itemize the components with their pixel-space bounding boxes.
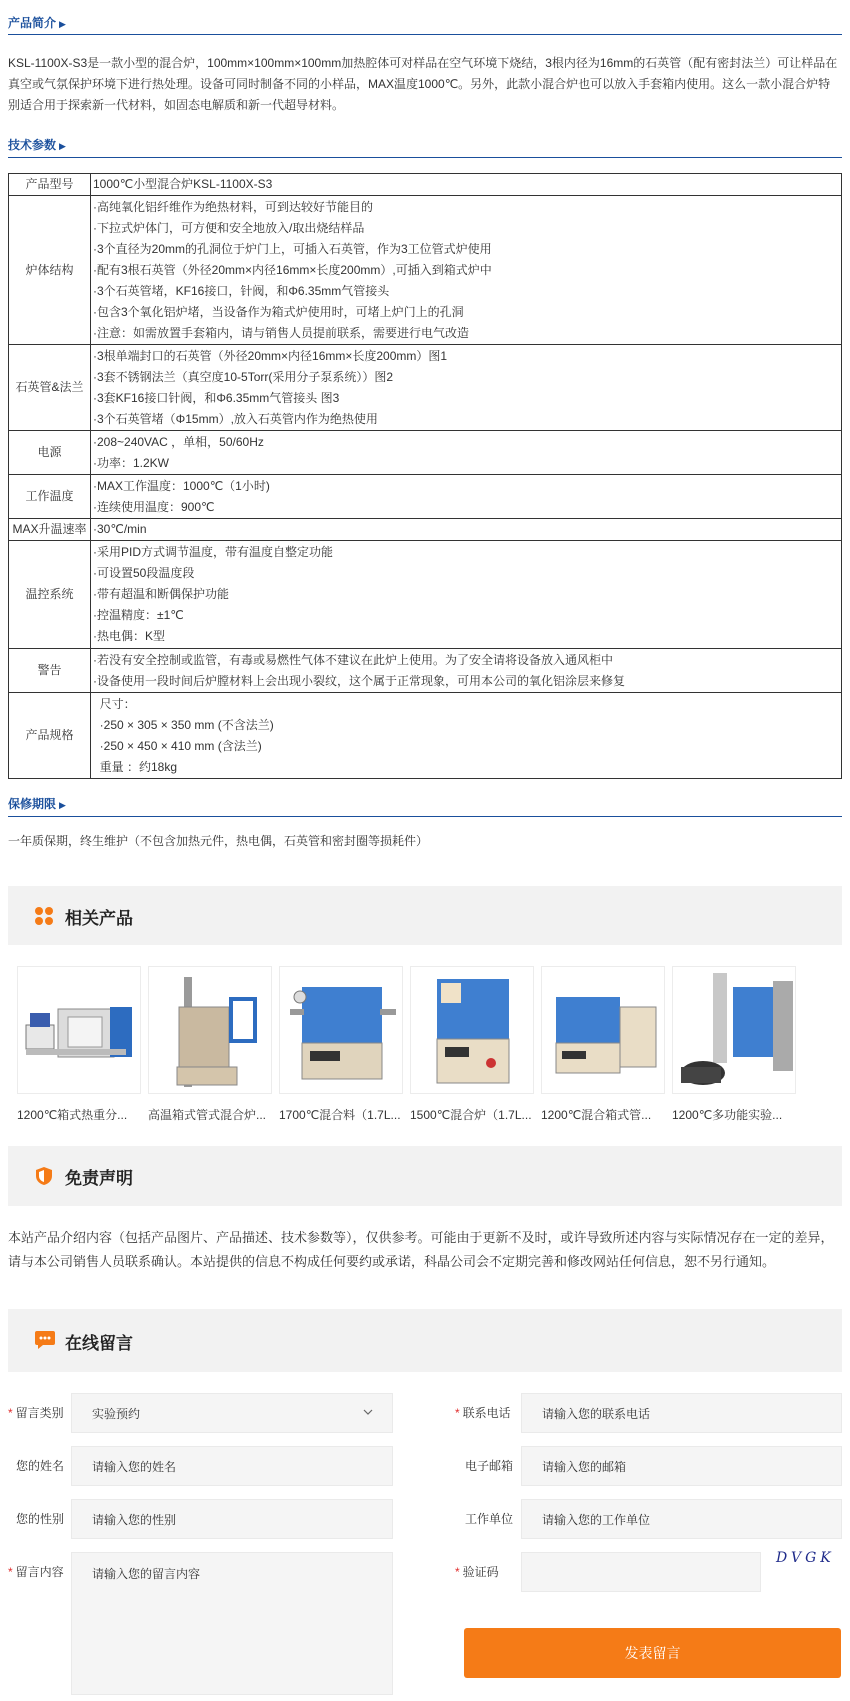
product-name[interactable]: 1200℃混合箱式管...	[541, 1108, 652, 1122]
spec-line: ·3根单端封口的石英管（外径20mm×内径16mm×长度200mm）图1	[93, 348, 448, 363]
disclaimer-title: 免责声明	[65, 1169, 133, 1188]
spec-key: 警告	[9, 649, 91, 693]
chat-bubble-icon	[34, 1330, 56, 1353]
spec-row	[9, 196, 842, 345]
gender-input[interactable]: 请输入您的性别	[71, 1499, 393, 1539]
spec-value	[91, 649, 842, 693]
product-card[interactable]	[410, 966, 534, 1123]
spec-row	[9, 475, 842, 519]
spec-line: ·3个石英管堵，KF16接口，针阀，和Φ6.35mm气管接头	[93, 283, 390, 298]
spec-key: 炉体结构	[9, 196, 91, 345]
product-image[interactable]	[410, 966, 534, 1094]
name-input[interactable]: 请输入您的姓名	[71, 1446, 393, 1486]
intro-text: KSL-1100X-S3是一款小型的混合炉，100mm×100mm×100mm加热腔体可对样品在空气环境下烧结，3根内径为16mm的石英管（配有密封法兰）可让样品在真空或气氛保护环境下进行热处理。设备可同时制备不同的小样品，MAX温度1000℃。另外，此款小混合炉也可以放入手套箱内使用。这么一款小混合炉特别适合用于探索新一代材料，如固态电解质和新一代超导材料。	[8, 56, 838, 112]
chevron-down-icon[interactable]	[362, 1406, 374, 1421]
product-card[interactable]	[541, 966, 665, 1123]
related-products-header	[8, 886, 842, 945]
spec-line: ·可设置50段温度段	[93, 566, 195, 580]
spec-row	[9, 541, 842, 649]
content-textarea[interactable]: 请输入您的留言内容	[71, 1552, 393, 1695]
warranty-section-title: 保修期限 ▶	[8, 797, 66, 811]
email-label: 电子邮箱	[465, 1459, 514, 1473]
content-label: * 留言内容	[8, 1565, 64, 1579]
spec-line: ·设备使用一段时间后炉膛材料上会出现小裂纹，这个属于正常现象，可用本公司的氧化铝涂层来修复	[93, 673, 626, 688]
spec-row	[9, 174, 842, 196]
required-mark: *	[455, 1406, 460, 1420]
spec-key: 石英管&法兰	[9, 345, 91, 431]
captcha-label: * 验证码	[455, 1565, 499, 1579]
spec-line: ·功率：1.2KW	[93, 455, 170, 470]
required-mark: *	[8, 1406, 13, 1420]
spec-line: ·控温精度：±1℃	[93, 608, 184, 622]
spec-line: ·配有3根石英管（外径20mm×内径16mm×长度200mm）,可插入到箱式炉中	[93, 262, 492, 277]
phone-input[interactable]: 请输入您的联系电话	[521, 1393, 842, 1433]
spec-row	[9, 519, 842, 541]
spec-key: 温控系统	[9, 541, 91, 649]
divider	[8, 816, 842, 817]
company-input[interactable]: 请输入您的工作单位	[521, 1499, 842, 1539]
spec-value	[91, 196, 842, 345]
intro-section-title: 产品简介 ▶	[8, 16, 66, 30]
spec-row	[9, 431, 842, 475]
divider	[8, 157, 842, 158]
spec-value	[91, 693, 842, 779]
product-image[interactable]	[672, 966, 796, 1094]
divider	[8, 34, 842, 35]
specs-section-title: 技术参数 ▶	[8, 138, 66, 152]
spec-line: ·注意：如需放置手套箱内，请与销售人员提前联系，需要进行电气改造	[93, 325, 469, 340]
product-name[interactable]: 1200℃箱式热重分...	[17, 1108, 128, 1122]
spec-value	[91, 519, 842, 541]
spec-line: 1000℃小型混合炉KSL-1100X-S3	[93, 177, 273, 191]
spec-line: ·带有超温和断偶保护功能	[93, 587, 229, 601]
category-label: * 留言类别	[8, 1406, 64, 1420]
spec-key: 产品型号	[9, 174, 91, 196]
spec-line: ·高纯氧化铝纤维作为绝热材料，可到达较好节能目的	[93, 199, 373, 214]
triangle-right-icon: ▶	[59, 19, 66, 29]
spec-key: 电源	[9, 431, 91, 475]
spec-line: ·30℃/min	[93, 522, 147, 536]
triangle-right-icon: ▶	[59, 141, 66, 151]
spec-key: 工作温度	[9, 475, 91, 519]
spec-line: ·热电偶：K型	[93, 629, 166, 643]
shield-icon	[34, 1166, 54, 1189]
product-image[interactable]	[148, 966, 272, 1094]
spec-key: 产品规格	[9, 693, 91, 779]
spec-value	[91, 475, 842, 519]
spec-line: 尺寸：	[93, 696, 136, 711]
spec-line: ·208~240VAC ，单相，50/60Hz	[93, 434, 264, 449]
spec-line: 重量 ：约18kg	[93, 759, 178, 774]
spec-line: ·250 × 305 × 350 mm (不含法兰)	[93, 717, 274, 732]
captcha-image[interactable]: DVGK	[776, 1550, 835, 1566]
product-name[interactable]: 1200℃多功能实验...	[672, 1108, 783, 1122]
spec-value	[91, 541, 842, 649]
product-image[interactable]	[279, 966, 403, 1094]
spec-line: ·若没有安全控制或监管，有毒或易燃性气体不建议在此炉上使用。为了安全请将设备放入通风柜中	[93, 652, 613, 667]
spec-line: ·连续使用温度：900℃	[93, 499, 215, 514]
spec-line: ·3套KF16接口针阀，和Φ6.35mm气管接头 图3	[93, 390, 340, 405]
spec-line: ·250 × 450 × 410 mm (含法兰)	[93, 738, 262, 753]
spec-line: ·3个石英管堵（Φ15mm）,放入石英管内作为绝热使用	[93, 411, 378, 426]
triangle-right-icon: ▶	[59, 800, 66, 810]
spec-line: ·3套不锈钢法兰（真空度10-5Torr(采用分子泵系统））图2	[93, 369, 394, 384]
spec-key: MAX升温速率	[9, 519, 91, 541]
product-name[interactable]: 高温箱式管式混合炉...	[148, 1108, 267, 1122]
related-products-list	[17, 966, 850, 1126]
spec-line: ·下拉式炉体门，可方便和安全地放入/取出烧结样品	[93, 220, 365, 235]
category-select[interactable]: 实验预约	[71, 1393, 393, 1433]
required-mark: *	[455, 1565, 460, 1579]
phone-label: * 联系电话	[455, 1406, 511, 1420]
product-card[interactable]	[17, 966, 141, 1123]
related-products-title: 相关产品	[65, 909, 133, 928]
spec-line: ·包含3个氧化铝炉堵，当设备作为箱式炉使用时，可堵上炉门上的孔洞	[93, 304, 464, 319]
required-mark: *	[8, 1565, 13, 1579]
product-card[interactable]	[279, 966, 403, 1123]
spec-row	[9, 345, 842, 431]
captcha-input[interactable]	[521, 1552, 761, 1592]
warranty-text: 一年质保期，终生维护（不包含加热元件，热电偶，石英管和密封圈等损耗件）	[8, 834, 429, 848]
spec-value	[91, 431, 842, 475]
product-name[interactable]: 1500℃混合炉（1.7L...	[410, 1108, 532, 1122]
spec-value	[91, 345, 842, 431]
product-card[interactable]	[672, 966, 796, 1123]
message-header	[8, 1309, 842, 1372]
disclaimer-header	[8, 1146, 842, 1206]
product-name[interactable]: 1700℃混合料（1.7L...	[279, 1108, 401, 1122]
name-label: 您的姓名	[16, 1459, 65, 1473]
product-card[interactable]	[148, 966, 272, 1123]
spec-row	[9, 649, 842, 693]
product-image[interactable]	[17, 966, 141, 1094]
spec-row	[9, 693, 842, 779]
product-image[interactable]	[541, 966, 665, 1094]
spec-line: ·采用PID方式调节温度，带有温度自整定功能	[93, 545, 334, 559]
gender-label: 您的性别	[16, 1512, 65, 1526]
company-label: 工作单位	[465, 1512, 514, 1526]
spec-value	[91, 174, 842, 196]
spec-line: ·3个直径为20mm的孔洞位于炉门上，可插入石英管，作为3工位管式炉使用	[93, 241, 492, 256]
grid-dots-icon	[34, 906, 54, 929]
submit-button[interactable]: 发表留言	[464, 1628, 841, 1678]
message-title: 在线留言	[65, 1334, 133, 1353]
email-input[interactable]: 请输入您的邮箱	[521, 1446, 842, 1486]
spec-line: ·MAX工作温度：1000℃（1小时)	[93, 478, 270, 493]
spec-table	[8, 173, 842, 779]
disclaimer-text: 本站产品介绍内容（包括产品图片、产品描述、技术参数等），仅供参考。可能由于更新不及时，或许导致所述内容与实际情况存在一定的差异，请与本公司销售人员联系确认。本站提供的信息不构成任何要约或承诺，科晶公司会不定期完善和修改网站任何信息，恕不另行通知。	[8, 1230, 834, 1269]
